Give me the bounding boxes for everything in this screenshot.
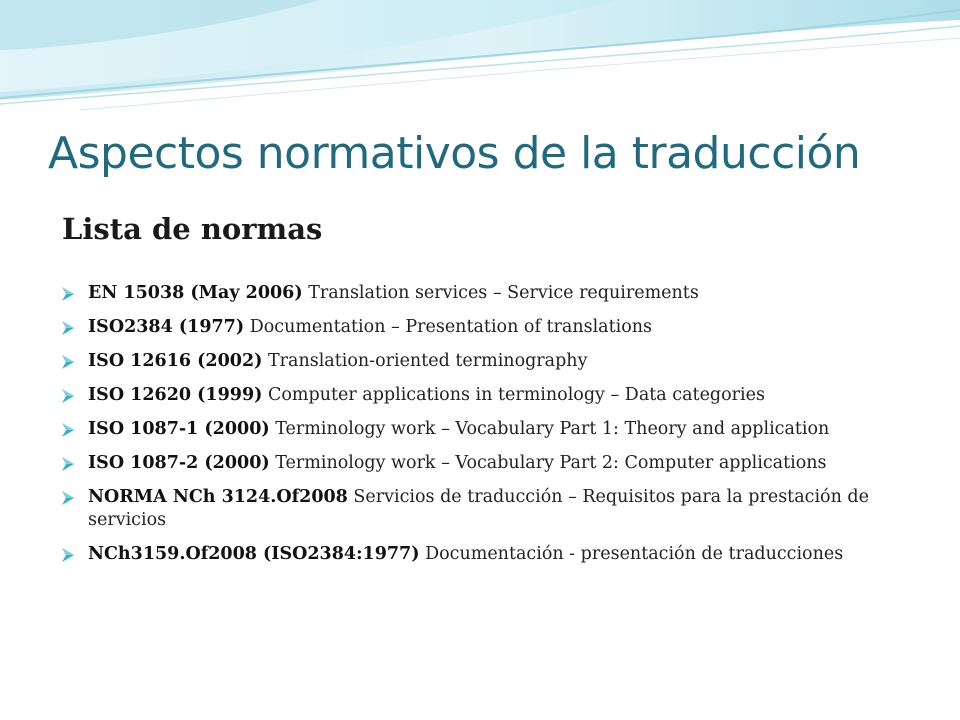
standard-description: Documentación - presentación de traducciones: [419, 544, 844, 564]
standard-description: Translation-oriented terminography: [262, 351, 588, 371]
arrow-right-icon: [60, 320, 76, 336]
list-item: [60, 350, 905, 373]
list-item: [60, 384, 905, 407]
arrow-right-icon: [60, 354, 76, 370]
standard-description: Terminology work – Vocabulary Part 1: Theory and application: [269, 419, 830, 439]
standard-code: ISO 12616 (2002): [88, 351, 263, 371]
standard-code: ISO 1087-2 (2000): [88, 453, 270, 473]
list-item: [60, 452, 905, 475]
slide-title: Aspectos normativos de la traducción: [48, 128, 861, 179]
arrow-right-icon: [60, 456, 76, 472]
standard-code: NCh3159.Of2008 (ISO2384:1977): [88, 544, 420, 564]
standard-code: ISO 1087-1 (2000): [88, 419, 270, 439]
list-item: [60, 486, 905, 532]
list-item: [60, 543, 905, 566]
standard-description: Documentation – Presentation of translations: [244, 317, 653, 337]
standard-code: NORMA NCh 3124.Of2008: [88, 487, 348, 507]
list-item: [60, 316, 905, 339]
slide-subtitle: Lista de normas: [62, 212, 323, 246]
standard-description: Translation services – Service requirements: [302, 283, 699, 303]
standard-description: Terminology work – Vocabulary Part 2: Computer applications: [269, 453, 827, 473]
decorative-wave-banner: [0, 0, 960, 130]
standard-code: ISO 12620 (1999): [88, 385, 263, 405]
arrow-right-icon: [60, 286, 76, 302]
list-item: [60, 418, 905, 441]
arrow-right-icon: [60, 422, 76, 438]
standard-description: Computer applications in terminology – Data categories: [262, 385, 765, 405]
arrow-right-icon: [60, 547, 76, 563]
arrow-right-icon: [60, 490, 76, 506]
standards-list: [60, 282, 905, 577]
standard-code: EN 15038 (May 2006): [88, 283, 303, 303]
standard-description: Servicios de traducción – Requisitos para la prestación de servicios: [88, 487, 869, 530]
list-item: [60, 282, 905, 305]
arrow-right-icon: [60, 388, 76, 404]
standard-code: ISO2384 (1977): [88, 317, 245, 337]
